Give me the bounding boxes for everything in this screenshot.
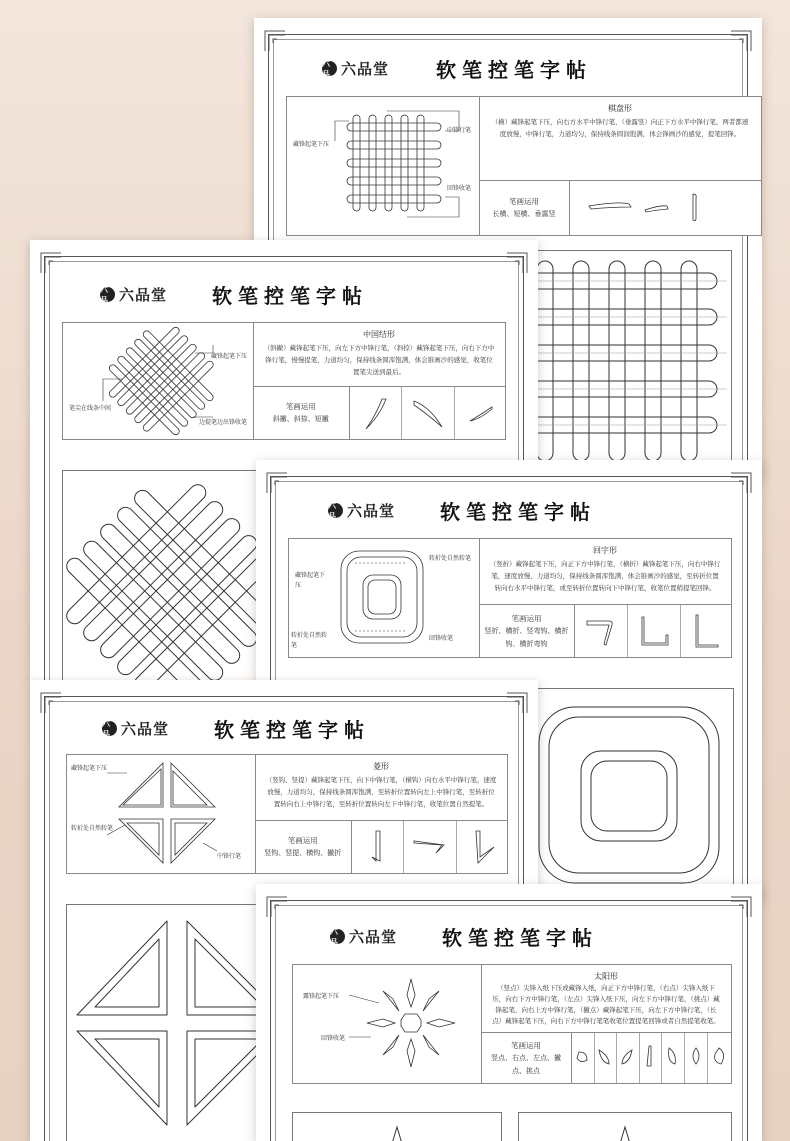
corner-ornament-icon: [730, 472, 752, 494]
description-text: （竖钩、竖提）藏锋起笔下压，向下中锋行笔，（横钩）向右水平中锋行笔，速度放慢，力道均匀，保持线条圆浑饱满，至转折位置转向左上中锋行笔，至转折位置转向右上中锋行笔，至转折位置转向左下中锋行笔，收笔位置自然提笔。: [265, 776, 497, 808]
stroke-diagram: [293, 965, 482, 1083]
page-title: 软笔控笔字帖: [436, 58, 592, 82]
seal-icon: 六品: [322, 61, 337, 76]
usage-row: [253, 386, 505, 439]
annotation-start: 藏锋起笔下压: [295, 572, 326, 589]
seal-icon: 六品: [328, 503, 343, 518]
seal-icon: 六品: [100, 287, 115, 302]
worksheet-sun: [256, 884, 762, 1141]
info-table: [62, 322, 506, 440]
stroke-example: [575, 605, 628, 657]
usage-label: 笔画运用: [511, 613, 542, 623]
annotation-center: 中锋行笔: [217, 853, 242, 860]
press-stroke-icon: [408, 393, 448, 433]
annotation-start: 露锋起笔下压: [303, 993, 340, 1000]
corner-ornament-icon: [266, 472, 288, 494]
stroke-diagram: [289, 539, 480, 657]
stroke-example: [681, 605, 731, 657]
brand-logo: [322, 58, 389, 79]
shape-name: 太阳形: [594, 972, 618, 981]
usage-label-cell: [479, 605, 575, 657]
brand-name: 六品堂: [121, 720, 170, 738]
chinese-knot-practice-icon: [63, 471, 283, 680]
page-title: 软笔控笔字帖: [212, 284, 368, 308]
corner-ornament-icon: [730, 896, 752, 918]
description: [255, 755, 507, 821]
stroke-example: [617, 1033, 640, 1083]
annotation-start: 藏锋起笔下压: [71, 765, 108, 772]
brand-logo: [102, 718, 169, 739]
right-dot-stroke-icon: [595, 1038, 615, 1078]
annotation-end: 回锋收笔: [321, 1035, 346, 1042]
stroke-diagram: [287, 97, 480, 235]
brand-logo: [330, 926, 397, 947]
corner-ornament-icon: [40, 252, 62, 274]
practice-area: [528, 688, 734, 890]
usage-label: 笔画运用: [287, 836, 318, 845]
stroke-example: [570, 181, 760, 235]
slant-stroke-icon: [356, 393, 396, 433]
usage-row: [481, 1032, 731, 1083]
stroke-example: [640, 1033, 663, 1083]
corner-ornament-icon: [266, 896, 288, 918]
chessboard-diagram-icon: [287, 97, 479, 235]
practice-area-left: [292, 1112, 502, 1141]
hui-shape-practice-icon: [529, 689, 733, 889]
usage-strokes: 竖折、横折、竖弯钩、横折钩、横折弯钩: [484, 626, 569, 648]
description: [481, 965, 731, 1033]
stroke-example: [572, 1033, 595, 1083]
description: [479, 97, 761, 169]
annotation-end: 边提笔边出锋收笔: [199, 419, 248, 426]
usage-label-cell: [479, 181, 570, 235]
usage-label: 笔画运用: [511, 1040, 541, 1050]
shape-name: 回字形: [593, 546, 617, 555]
description: [479, 539, 731, 605]
sun-ray-practice-icon: [293, 1113, 501, 1141]
annotation-middle: 笔尖在线条中间: [69, 405, 112, 412]
shape-name: 中国结形: [363, 330, 395, 339]
long-dot-stroke-icon: [686, 1038, 706, 1078]
stroke-example: [708, 1033, 731, 1083]
stroke-diagram: [63, 323, 254, 439]
page-title: 软笔控笔字帖: [442, 926, 598, 950]
stroke-diagram: [67, 755, 256, 873]
info-table: [292, 964, 732, 1084]
practice-area: [62, 470, 283, 680]
corner-ornament-icon: [40, 692, 62, 714]
horizontal-stroke-icon: [575, 188, 755, 228]
round-dot-stroke-icon: [709, 1038, 729, 1078]
stroke-example: [404, 821, 457, 873]
annotation-start: 藏锋起笔下压: [293, 141, 330, 148]
stroke-example: [402, 387, 455, 439]
info-table: [286, 96, 762, 236]
stroke-example: [595, 1033, 618, 1083]
vertical-lift-stroke-icon: [462, 827, 502, 867]
corner-ornament-icon: [264, 30, 286, 52]
stroke-example: [662, 1033, 685, 1083]
vertical-hook-stroke-icon: [358, 827, 398, 867]
brand-name: 六品堂: [341, 60, 390, 78]
stroke-example: [628, 605, 681, 657]
description-text: （竖折）藏锋起笔下压，向正下方中锋行笔，（横折）藏锋起笔下压，向右中锋行笔，速度放慢、力道均匀，保持线条圆浑饱满，体会锥画沙的感觉，至转折位置转向右水平中锋行笔，或至转折位置转向下中锋行笔，收笔位置稍提笔回锋。: [489, 560, 721, 592]
slant-dot-stroke-icon: [663, 1038, 683, 1078]
corner-ornament-icon: [506, 252, 528, 274]
sun-diagram-icon: [293, 965, 481, 1083]
practice-area-right: [518, 1112, 732, 1141]
vertical-turn-stroke-icon: [686, 611, 726, 651]
annotation-bottom-corner: 转折处自然转笔: [291, 632, 328, 649]
usage-label-cell: [253, 387, 350, 439]
usage-label-cell: [255, 821, 352, 873]
usage-row: [479, 180, 761, 235]
description-text: （横）藏锋起笔下压，向右方水平中锋行笔，（垂露竖）向正下方水平中锋行笔，两者都速度放慢，中锋行笔，力道均匀，保持线条圆润饱满，体会锋画沙的感觉，提笔回锋。: [491, 118, 749, 138]
seal-icon: 六品: [102, 721, 117, 736]
description: [253, 323, 505, 387]
usage-row: [255, 820, 507, 873]
info-table: [66, 754, 508, 874]
usage-strokes: 斜撇、斜捺、短撇: [272, 415, 329, 423]
annotation-end: 回锋收笔: [447, 185, 472, 192]
short-stroke-icon: [460, 393, 500, 433]
usage-strokes: 竖钩、竖提、横钩、撇折: [264, 849, 342, 857]
brand-name: 六品堂: [347, 502, 396, 520]
stroke-example: [455, 387, 505, 439]
left-dot-stroke-icon: [618, 1038, 638, 1078]
page-title: 软笔控笔字帖: [440, 500, 596, 524]
vertical-bend-stroke-icon: [634, 611, 674, 651]
dot-stroke-icon: [573, 1038, 593, 1078]
info-table: [288, 538, 732, 658]
brand-logo: [100, 284, 167, 305]
description-text: （竖点）尖锋入纸下压或藏锋入纸，向正下方中锋行笔，（右点）尖锋入纸下压，向右下方中锋行笔，（左点）尖锋入纸下压，向左下方中锋行笔，（挑点）藏锋起笔，向右上方中锋行笔，（撇点）藏锋起笔下压，向左下方中锋行笔，（长点）藏锋起笔下压，向右下方中锋行笔笔收笔位置提笔回锋或者自然提笔收笔。: [492, 984, 720, 1025]
horizontal-hook-stroke-icon: [410, 827, 450, 867]
stroke-example: [685, 1033, 708, 1083]
brand-logo: [328, 500, 395, 521]
usage-row: [479, 604, 731, 657]
annotation-top-corner: 转折处自然转笔: [429, 555, 472, 562]
corner-ornament-icon: [506, 692, 528, 714]
practice-area: [526, 250, 732, 464]
brand-name: 六品堂: [119, 286, 168, 304]
description-text: （斜撇）藏锋起笔下压，向左下方中锋行笔，（斜捺）藏锋起笔下压，向右下方中锋行笔，慢慢提笔，力道均匀，保持线条圆浑饱满，体会锥画沙的感觉，收笔位置笔尖送到最后。: [263, 344, 495, 376]
stroke-example: [457, 821, 507, 873]
corner-ornament-icon: [730, 30, 752, 52]
usage-label-cell: [481, 1033, 572, 1083]
brand-name: 六品堂: [349, 928, 398, 946]
horizontal-turn-stroke-icon: [581, 611, 621, 651]
annotation-start: 藏锋起笔下压: [211, 353, 248, 360]
seal-icon: 六品: [330, 929, 345, 944]
usage-label: 笔画运用: [285, 402, 316, 411]
usage-strokes: 竖点、右点、左点、撇点、挑点: [491, 1053, 561, 1075]
annotation-corner: 转折处自然转笔: [71, 825, 114, 832]
stroke-example: [350, 387, 403, 439]
shape-name: 棋盘形: [608, 104, 632, 113]
lift-dot-stroke-icon: [641, 1038, 661, 1078]
usage-strokes: 长横、短横、垂露竖: [492, 210, 556, 218]
usage-label: 笔画运用: [509, 197, 539, 206]
annotation-end: 回锋收笔: [429, 635, 454, 642]
stroke-example: [352, 821, 405, 873]
shape-name: 菱形: [373, 762, 389, 771]
annotation-center: 中锋行笔: [447, 127, 472, 134]
chessboard-practice-icon: [527, 251, 731, 463]
page-title: 软笔控笔字帖: [214, 718, 370, 742]
sun-ray-practice-icon: [519, 1113, 731, 1141]
